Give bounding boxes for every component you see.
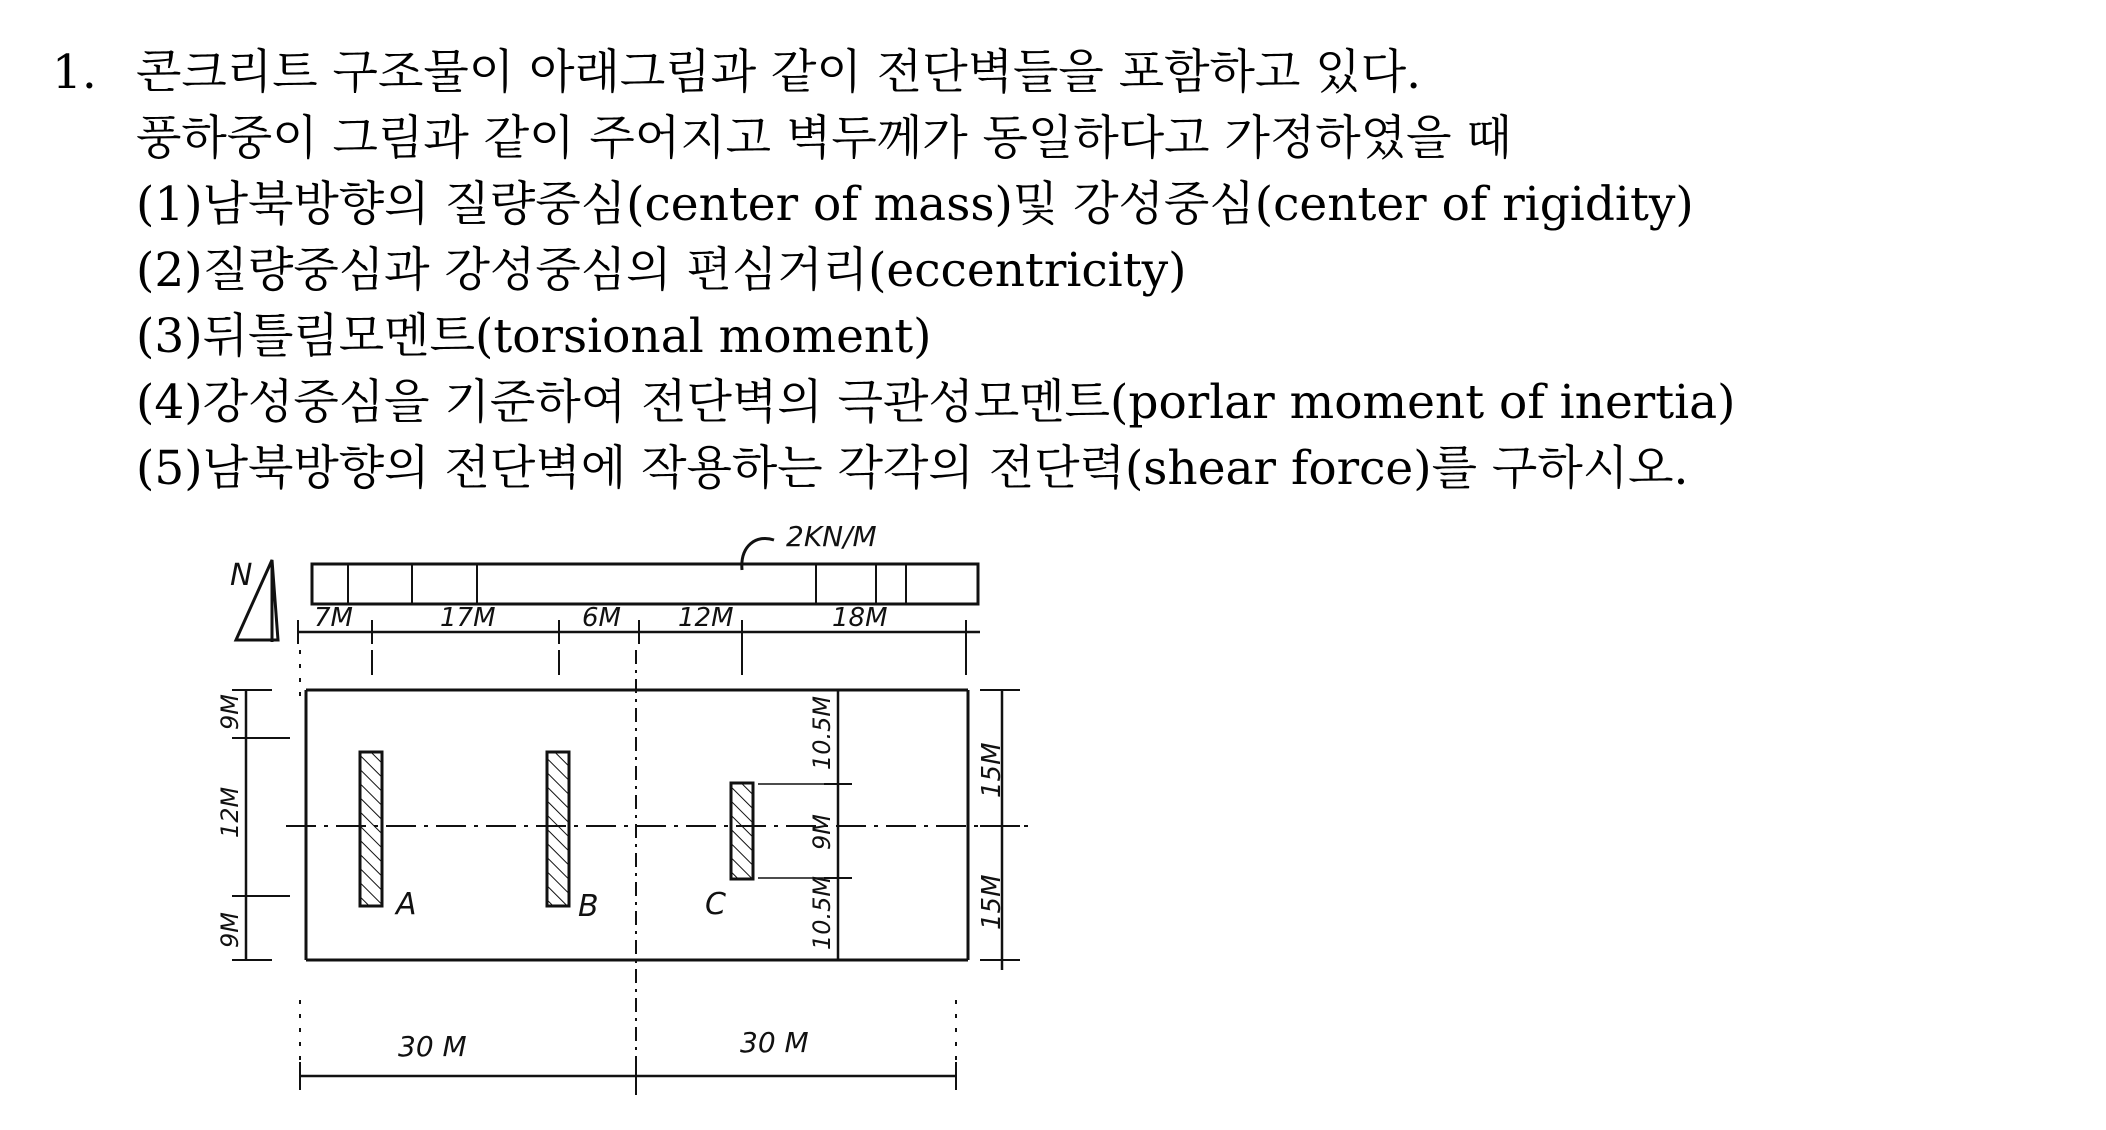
top-dim-1: 7M	[314, 603, 353, 633]
question-2: (2)질량중심과 강성중심의 편심거리(eccentricity)	[136, 243, 1187, 298]
bottom-dim-1: 30 M	[398, 1030, 467, 1063]
right-dim-2: 15M	[977, 874, 1007, 930]
problem-line-1	[52, 40, 2092, 106]
wall-label-a: A	[396, 887, 417, 922]
wall-c	[731, 783, 753, 879]
left-dim-2: 12M	[216, 786, 244, 838]
wall-label-c: C	[705, 887, 726, 922]
question-1: (1)남북방향의 질량중심(center of mass)및 강성중심(center of rigidity)	[136, 177, 1694, 232]
question-4: (4)강성중심을 기준하여 전단벽의 극관성모멘트(porlar moment of inertia)	[136, 375, 1736, 430]
top-dim-4: 12M	[678, 603, 734, 633]
inner-dimensions	[758, 690, 852, 960]
wind-load	[312, 520, 978, 604]
problem-statement: 콘크리트 구조물이 아래그림과 같이 전단벽들을 포함하고 있다.	[136, 45, 1422, 100]
inner-dim-1: 10.5M	[808, 695, 836, 770]
shear-walls	[360, 752, 753, 924]
left-dim-1: 9M	[216, 694, 244, 730]
bottom-dimensions	[300, 1000, 956, 1090]
top-dimensions	[298, 603, 980, 644]
left-dimensions	[216, 690, 290, 960]
load-label: 2KN/M	[786, 520, 877, 553]
wall-a	[360, 752, 382, 906]
right-dim-1: 15M	[977, 742, 1007, 798]
wall-label-b: B	[578, 889, 599, 924]
problem-text	[52, 40, 2092, 502]
top-dim-2: 17M	[440, 603, 496, 633]
top-dim-3: 6M	[582, 603, 621, 633]
problem-line-2: 풍하중이 그림과 같이 주어지고 벽두께가 동일하다고 가정하였을 때	[136, 111, 1512, 166]
problem-number: 1.	[52, 45, 97, 100]
question-5: (5)남북방향의 전단벽에 작용하는 각각의 전단력(shear force)를 구하시오.	[136, 441, 1689, 496]
inner-dim-3: 10.5M	[808, 875, 836, 950]
right-dimensions	[977, 690, 1020, 970]
inner-dim-2: 9M	[808, 814, 836, 850]
question-3: (3)뒤틀림모멘트(torsional moment)	[136, 309, 932, 364]
top-dim-5: 18M	[832, 603, 888, 633]
wall-b	[547, 752, 569, 906]
north-arrow	[230, 558, 278, 642]
bottom-dim-2: 30 M	[740, 1026, 809, 1059]
plan-outline	[286, 630, 1035, 1095]
left-dim-3: 9M	[216, 912, 244, 948]
north-label: N	[230, 558, 253, 593]
